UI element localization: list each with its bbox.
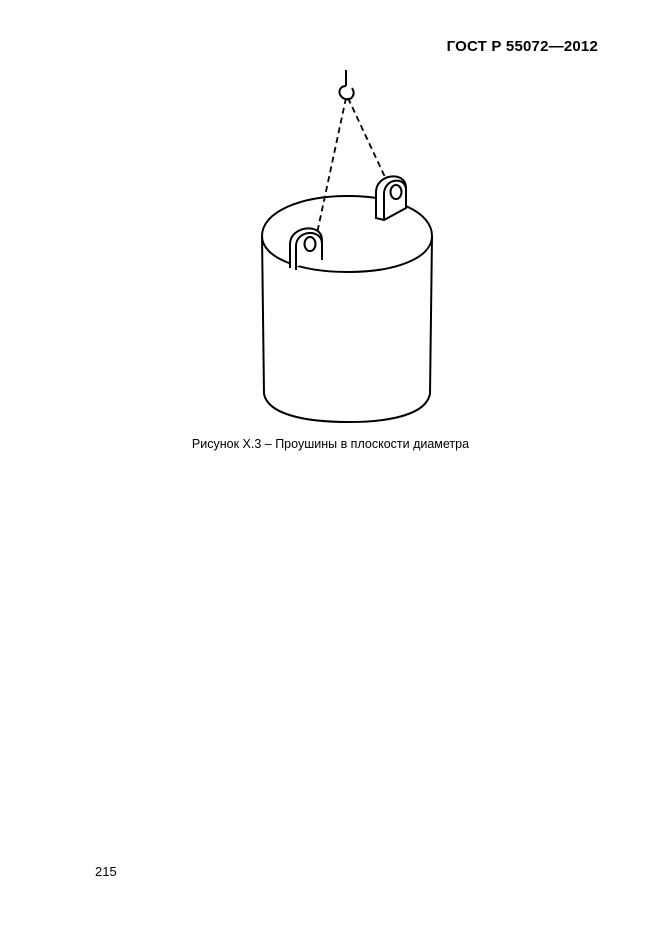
cylinder-front-rim	[262, 236, 432, 272]
crane-hook-icon	[339, 70, 353, 99]
lifting-lug-right	[376, 176, 406, 220]
page-number: 215	[95, 864, 117, 879]
figure-illustration	[240, 64, 450, 424]
cylinder-lifting-drawing	[240, 64, 450, 424]
sling-left	[316, 98, 346, 238]
cylinder-right-side	[430, 236, 432, 394]
standard-header: ГОСТ Р 55072—2012	[446, 38, 598, 55]
cylinder-left-side	[262, 236, 264, 394]
cylinder-bottom	[264, 394, 430, 422]
lifting-lug-left	[290, 228, 322, 270]
figure-caption: Рисунок Х.3 – Проушины в плоскости диаметра	[191, 437, 470, 451]
